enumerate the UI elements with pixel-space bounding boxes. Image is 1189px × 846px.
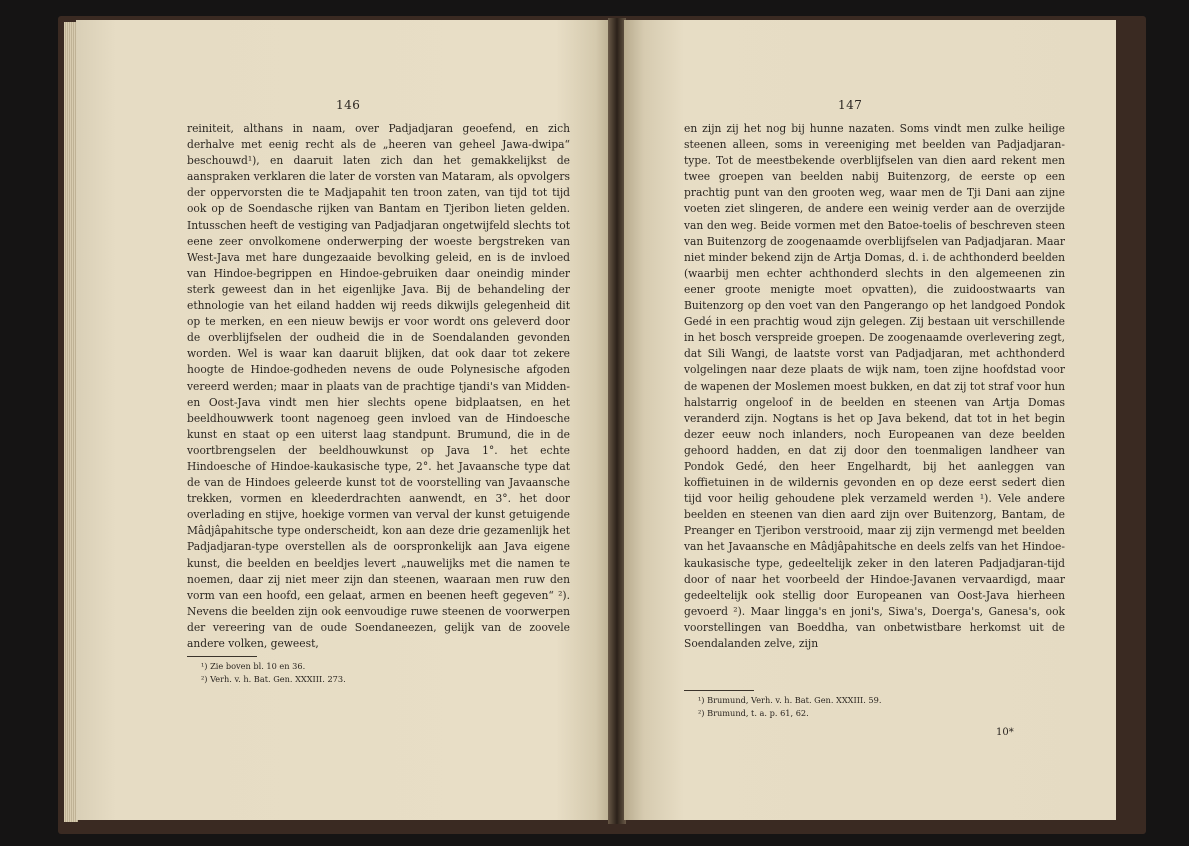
right-page	[624, 20, 1116, 820]
paragraph: en zijn zij het nog bij hunne nazaten. Soms vindt men zulke heilige steenen alleen, soms in vereeniging met beelden van Padjadjaran-type. Tot de meestbekende overblijfselen van dien aard rekent men twee groepen van beelden nabij Buitenzorg, de eerste op een prachtig punt van den grooten weg, waar men de Tji Dani aan zijne voeten ziet slingeren, de andere een weinig verder aan de overzijde van den weg. Beide vormen met den Batoe-toelis of beschreven steen van Buitenzorg de zoogenaamde overblijfselen van Padjadjaran. Maar niet minder bekend zijn de Artja Domas, d. i. de achthonderd beelden (waarbij men echter achthonderd slechts in den algemeenen zin eener groote menigte moet opvatten), die zuidoostwaarts van Buitenzorg op den voet van den Pangerango op het landgoed Pondok Gedé in een prachtig woud zijn gelegen. Zij bestaan uit verschillende in het bosch verspreide groepen. De zoogenaamde overlevering zegt, dat Sili Wangi, de laatste vorst van Padjadjaran, met achthonderd volgelingen naar deze plaats de wijk nam, toen zijne hoofdstad voor de wapenen der Moslemen moest bukken, en dat zij tot straf voor hun halstarrig ongeloof in de beelden en steenen van Artja Domas veranderd zijn. Nogtans is het op Java bekend, dat tot in het begin dezer eeuw noch inlanders, noch Europeanen van deze beelden gehoord hadden, en dat zij door den toenmaligen landheer van Pondok Gedé, den heer Engelhardt, bij het aanleggen van koffietuinen in de wildernis gevonden en op deze eerst sedert dien tijd voor heilig gehoudene plek verzameld werden ¹). Vele andere beelden en steenen van dien aard zijn over Buitenzorg, Bantam, de Preanger en Tjeribon verstrooid, maar zij zijn vermengd met beelden van het Javaansche en Mâdjâpahitsche en deels zelfs van het Hindoe-kaukasische type, gedeeltelijk zeker in den lateren Padjadjaran-tijd door of naar het voorbeeld der Hindoe-Javanen vervaardigd, maar gedeeltelijk ook stellig door Europeanen van Oost-Java hierheen gevoerd ²). Maar lingga's en joni's, Siwa's, Doerga's, Ganesa's, ook voorstellingen van Boeddha, van onbetwistbare herkomst uit de Soendalanden zelve, zijn	[684, 122, 1065, 650]
footnote: ²) Verh. v. h. Bat. Gen. XXXIII. 273.	[201, 674, 346, 684]
signature-mark: 10*	[996, 727, 1014, 738]
footnotes	[698, 694, 1058, 720]
footnote-rule	[187, 656, 257, 657]
left-body-text	[187, 121, 570, 652]
paragraph: reiniteit, althans in naam, over Padjadjaran geoefend, en zich derhalve met eenig recht als de „heeren van geheel Jawa-dwipa“ beschouwd¹), en daaruit laten zich dan het gemakkelijkst de aanspraken verklaren die later de vorsten van Mataram, als opvolgers der oppervorsten die te Madjapahit ten troon zaten, van tijd tot tijd ook op de Soendasche rijken van Bantam en Tjeribon lieten gelden. Intusschen heeft de vestiging van Padjadjaran ongetwijfeld slechts tot eene zeer onvolkomene onderwerping der woeste bergstreken van West-Java met hare dungezaaide bevolking geleid, en is de invloed van Hindoe-begrippen en Hindoe-gebruiken daar oneindig minder sterk geweest dan in het eigenlijke Java. Bij de behandeling der ethnologie van het eiland hadden wij reeds dikwijls gelegenheid dit op te merken, en een nieuw bewijs er voor wordt ons geleverd door de overblijfselen der oudheid die in de Soendalanden gevonden worden. Wel is waar kan daaruit blijken, dat ook daar tot zekere hoogte de Hindoe-godheden nevens de oude Polynesische afgoden vereerd werden; maar in plaats van de prachtige tjandi's van Midden- en Oost-Java vindt men hier slechts opene bidplaatsen, en het beeldhouwwerk toont nagenoeg geen invloed van de Hindoesche kunst en staat op een uiterst laag standpunt. Brumund, die in de voortbrengselen der beeldhouwkunst op Java 1°. het echte Hindoesche of Hindoe-kaukasische type, 2°. het Javaansche type dat de van de Hindoes geleerde kunst tot de voorstelling van Javaansche trekken, vormen en kleederdrachten aanwendt, en 3°. het door overlading en stijve, hoekige vormen van verval der kunst getuigende Mâdjâpahitsche type onderscheidt, kon aan deze drie gezamenlijk het Padjadjaran-type overstellen als de oorspronkelijk aan Java eigene kunst, die beelden en beeldjes levert „nauwelijks met die namen te noemen, daar zij niet meer zijn dan steenen, waaraan men ruw den vorm van een hoofd, een gelaat, armen en beenen heeft gegeven“ ²). Nevens die beelden zijn ook eenvoudige ruwe steenen de voorwerpen der vereering van de oude Soendaneezen, gelijk van de zoovele andere volken, geweest,	[187, 122, 570, 650]
left-page	[76, 20, 611, 820]
page-number: 146	[336, 98, 361, 112]
page-number: 147	[838, 98, 863, 112]
right-body-text	[684, 121, 1065, 652]
footnote: ¹) Zie boven bl. 10 en 36.	[201, 661, 306, 671]
footnotes	[201, 660, 561, 686]
footnote: ¹) Brumund, Verh. v. h. Bat. Gen. XXXIII. 59.	[698, 695, 882, 705]
footnote: ²) Brumund, t. a. p. 61, 62.	[698, 708, 809, 718]
footnote-rule	[684, 690, 754, 691]
